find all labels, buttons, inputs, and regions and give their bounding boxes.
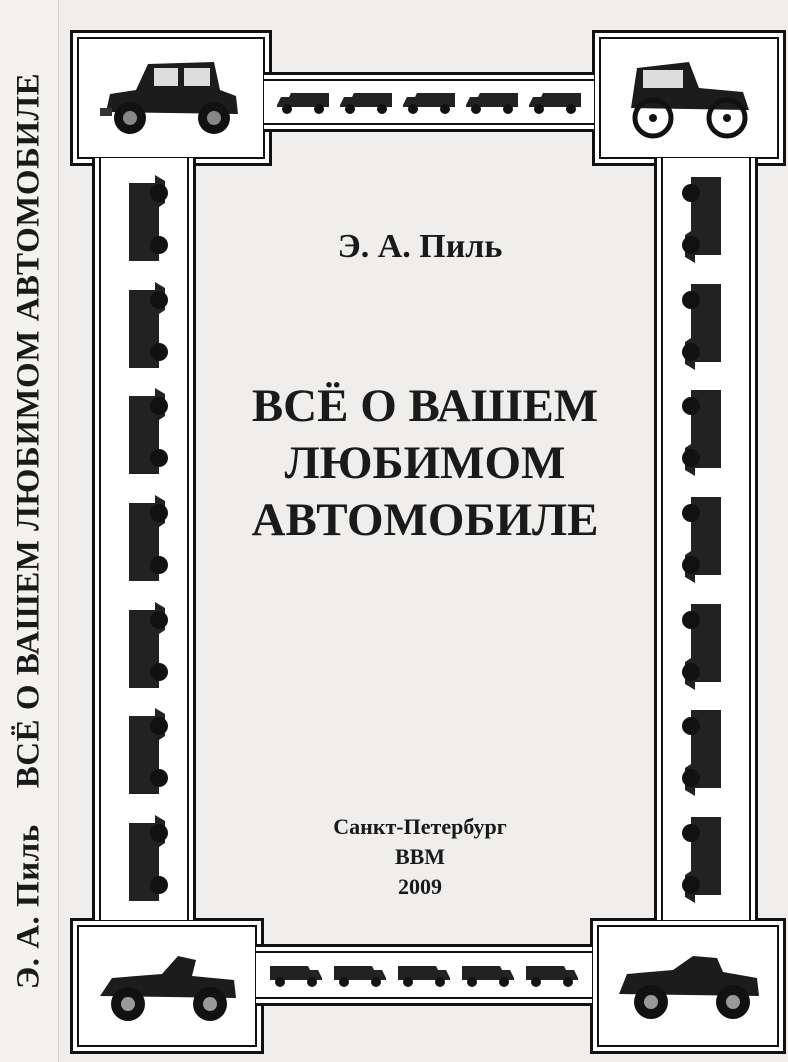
- truck-icon: [677, 813, 735, 905]
- spine-title: ВСЁ О ВАШЕМ ЛЮБИМОМ АВТОМОБИЛЕ: [10, 72, 47, 789]
- truck-icon: [677, 173, 735, 265]
- title-line: ВСЁ О ВАШЕМ: [251, 380, 599, 432]
- truck-icon: [401, 89, 457, 115]
- left-truck-frieze: [92, 158, 196, 920]
- book-spine: [0, 0, 59, 1062]
- cover-author: Э. А. Пиль: [337, 228, 503, 265]
- truck-icon: [115, 493, 173, 585]
- truck-icon: [268, 962, 324, 988]
- truck-icon: [115, 813, 173, 905]
- imprint: [260, 812, 580, 902]
- truck-icon: [115, 280, 173, 372]
- truck-icon: [677, 280, 735, 372]
- truck-icon: [275, 89, 331, 115]
- title-line: АВТОМОБИЛЕ: [251, 494, 599, 546]
- truck-icon: [527, 89, 583, 115]
- truck-icon: [338, 89, 394, 115]
- corner-panel-bottom-right: [590, 918, 786, 1054]
- corner-panel-bottom-left: [70, 918, 264, 1054]
- bottom-truck-frieze: [256, 944, 592, 1006]
- truck-icon: [677, 600, 735, 692]
- truck-icon: [464, 89, 520, 115]
- truck-icon: [115, 706, 173, 798]
- spine-text: [11, 73, 48, 989]
- imprint-publisher: ВВМ: [394, 844, 446, 869]
- title-line: ЛЮБИМОМ: [284, 437, 566, 489]
- vintage-touring-car-illustration: [619, 48, 759, 148]
- top-truck-frieze: [264, 72, 594, 132]
- truck-icon: [460, 962, 516, 988]
- vintage-sedan-illustration: [96, 50, 246, 146]
- truck-icon: [677, 493, 735, 585]
- spine-author: Э. А. Пиль: [10, 824, 47, 990]
- cover-title: [200, 378, 650, 549]
- imprint-city: Санкт-Петербург: [333, 814, 507, 839]
- corner-panel-top-left: [70, 30, 272, 166]
- imprint-year: 2009: [398, 874, 442, 899]
- vintage-cabriolet-illustration: [613, 938, 763, 1034]
- truck-icon: [332, 962, 388, 988]
- truck-icon: [524, 962, 580, 988]
- truck-icon: [115, 173, 173, 265]
- truck-icon: [396, 962, 452, 988]
- truck-icon: [115, 386, 173, 478]
- corner-panel-top-right: [592, 30, 786, 166]
- truck-icon: [677, 386, 735, 478]
- truck-icon: [677, 706, 735, 798]
- right-truck-frieze: [654, 158, 758, 920]
- vintage-roadster-illustration: [92, 938, 242, 1034]
- truck-icon: [115, 600, 173, 692]
